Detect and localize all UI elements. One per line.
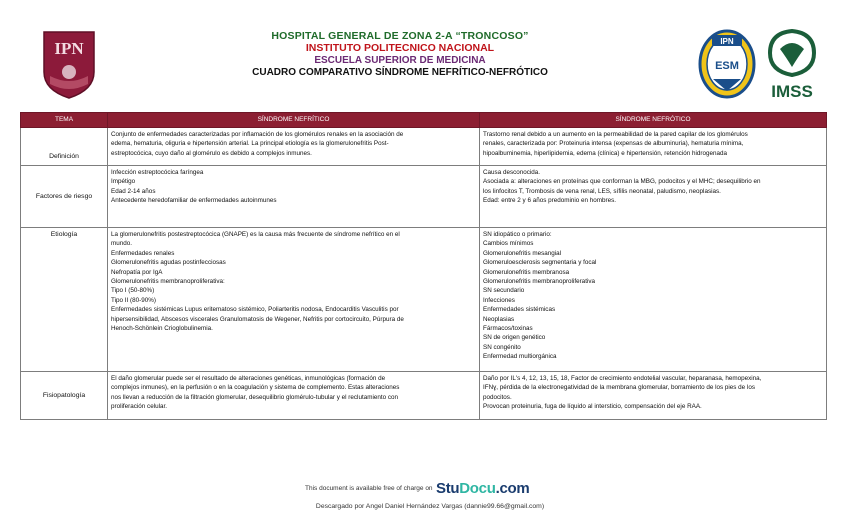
cell-line: Glomerulonefritis membranosa: [483, 268, 570, 276]
nefrotico-cell: [480, 128, 827, 166]
cell-line: Provocan proteinuria, fuga de líquido al intersticio, compensación del eje RAA.: [483, 403, 702, 411]
nefritico-cell: [108, 128, 480, 166]
cell-line: Tipo II (80-90%): [111, 296, 156, 304]
cell-line: IFNɣ, pérdida de la electronegatividad de la membrana glomerular, borramiento de los pies de los: [483, 384, 755, 392]
studocu-brand-docu: Docu: [459, 480, 496, 497]
cell-line: SN de origen genético: [483, 334, 546, 342]
nefritico-cell: [108, 228, 480, 372]
cell-line: Causa desconocida.: [483, 169, 541, 176]
availability-note: This document is available free of charge on: [305, 485, 433, 492]
cell-line: Henoch-Schönlein Crioglobulinemia.: [111, 325, 213, 333]
row-label: [21, 166, 108, 228]
cell-line: Glomerulonefritis membranoproliferativa:: [111, 278, 225, 286]
nefrotico-cell: [480, 372, 827, 420]
nefrotico-cell: [480, 228, 827, 372]
cell-line: estreptocócica, cuyo daño al glomérulo es debido a complejos inmunes.: [111, 149, 312, 157]
cell-line: Enfermedades sistémicas Lupus eritematoso sistémico, Poliarteritis nodosa, Endocarditis Vasculitis por: [111, 306, 399, 314]
table-row-etiologia: [21, 228, 827, 372]
cell-line: SN secundario: [483, 287, 525, 295]
institute-title: INSTITUTO POLITECNICO NACIONAL: [305, 42, 495, 54]
studocu-brand-com: .com: [495, 480, 530, 497]
cell-line: Asociada a: alteraciones en proteínas que conforman la MBG, podocitos y el MHC; desequilibrio en: [483, 178, 761, 186]
header-tema: TEMA: [21, 113, 108, 128]
ipn-logo-text: IPN: [54, 39, 84, 58]
cell-line: Nefropatía por IgA: [111, 268, 163, 276]
cell-line: El daño glomerular puede ser el resultado de alteraciones genéticas, inmunológicas (formación de: [111, 375, 386, 382]
table-row-fisiopatologia: [21, 372, 827, 420]
cell-line: SN idiopático o primario:: [483, 231, 552, 238]
nefritico-cell: [108, 372, 480, 420]
cell-line: complejos inmunes), en la perfusión o en la coagulación y sistema de complemento. Estas alteraciones: [111, 384, 400, 392]
school-title: ESCUELA SUPERIOR DE MEDICINA: [314, 55, 486, 66]
cell-line: Glomerulonefritis mesangial: [483, 249, 562, 257]
row-label: [21, 372, 108, 420]
cell-line: Impétigo: [111, 178, 136, 186]
table-row-definicion: [21, 128, 827, 166]
imss-eagle-logo: [762, 27, 822, 101]
cell-line: Infecciones: [483, 296, 515, 304]
document-title: CUADRO COMPARATIVO SÍNDROME NEFRÍTICO-NEFRÓTICO: [252, 67, 548, 78]
cell-line: Edad 2-14 años: [111, 187, 156, 195]
row-label-text: Fisiopatología: [42, 391, 86, 399]
ipn-shield-logo: [40, 28, 98, 100]
cell-line: podocitos.: [483, 393, 512, 401]
cell-line: los linfocitos T, Trombosis de vena renal, LES, sífilis neonatal, paludismo, neoplasias.: [483, 187, 721, 195]
row-label-text: Definición: [49, 152, 79, 160]
cell-line: Daño por IL's 4, 12, 13, 15, 18, Factor de crecimiento endotelial vascular, heparanasa, hemopexina,: [483, 375, 762, 382]
hospital-title: HOSPITAL GENERAL DE ZONA 2-A “TRONCOSO”: [271, 30, 529, 42]
esm-seal-logo: [697, 27, 757, 101]
header-nefritico: SÍNDROME NEFRÍTICO: [108, 113, 480, 128]
cell-line: mundo.: [111, 240, 133, 248]
esm-logo-top-text: IPN: [720, 37, 734, 46]
nefrotico-cell: [480, 166, 827, 228]
cell-line: Cambios mínimos: [483, 240, 534, 248]
downloaded-by-note: Descargado por Angel Daniel Hernández Vargas (dannie99.66@gmail.com): [315, 503, 545, 510]
cell-line: Edad: entre 2 y 6 años predominio en hombres.: [483, 197, 617, 205]
cell-line: Trastorno renal debido a un aumento en la permeabilidad de la pared capilar de los glomérulos: [483, 131, 748, 138]
cell-line: Glomerulonefritis agudas postinfecciosas: [111, 259, 226, 267]
cell-line: hipersensibilidad, Abscesos viscerales Granulomatosis de Wegener, Nefritis por cortocircuito, Púrpura de: [111, 315, 404, 323]
cell-line: Infección estreptocócica faríngea: [111, 169, 204, 176]
imss-logo-text: IMSS: [771, 82, 813, 101]
cell-line: Neoplasias: [483, 315, 515, 323]
nefritico-cell: [108, 166, 480, 228]
cell-line: Glomerulonefritis membranoproliferativa: [483, 278, 595, 286]
cell-line: edema, hematuria, oliguria e hipertensión arterial. La principal etiología es la glomerulonefritis Post-: [111, 140, 389, 148]
table-row-factores: [21, 166, 827, 228]
row-label-text: Factores de riesgo: [35, 192, 93, 200]
cell-line: Fármacos/toxinas: [483, 325, 533, 333]
cell-line: SN congénito: [483, 343, 521, 351]
cell-line: La glomerulonefritis postestreptocócica (GNAPE) es la causa más frecuente de síndrome nefrítico en el: [111, 231, 400, 238]
cell-line: Tipo I (50-80%): [111, 287, 155, 295]
table-header-row: [21, 113, 827, 128]
row-label-text: Etiología: [50, 231, 78, 238]
row-label: [21, 228, 108, 372]
cell-line: Enfermedad multiorgánica: [483, 353, 557, 361]
comparison-table: [20, 112, 827, 420]
cell-line: proliferación celular.: [111, 403, 168, 411]
esm-logo-text: ESM: [715, 60, 739, 72]
header-nefrotico: SÍNDROME NEFRÓTICO: [480, 113, 827, 128]
cell-line: Antecedente heredofamiliar de enfermedades autoinmunes: [111, 197, 277, 205]
cell-line: nos llevan a reducción de la filtración glomerular, desequilibrio glomérulo-tubular y el reclutamiento con: [111, 393, 399, 401]
cell-line: renales, caracterizada por: Proteinuria intensa (expensas de albuminuria), hematuria mínima,: [483, 140, 744, 148]
cell-line: Conjunto de enfermedades caracterizadas por inflamación de los glomérulos renales en la asociación de: [111, 131, 404, 138]
row-label: [21, 128, 108, 166]
cell-line: Glomeruloesclerosis segmentaria y focal: [483, 259, 597, 267]
cell-line: hipoalbuminemia, hiperlipidemia, edema (clínica) e hipertensión, retención hidrogenada: [483, 149, 727, 157]
cell-line: Enfermedades sistémicas: [483, 306, 556, 314]
studocu-link[interactable]: [436, 480, 529, 497]
studocu-brand-stu: Stu: [436, 480, 460, 497]
cell-line: Enfermedades renales: [111, 249, 175, 257]
